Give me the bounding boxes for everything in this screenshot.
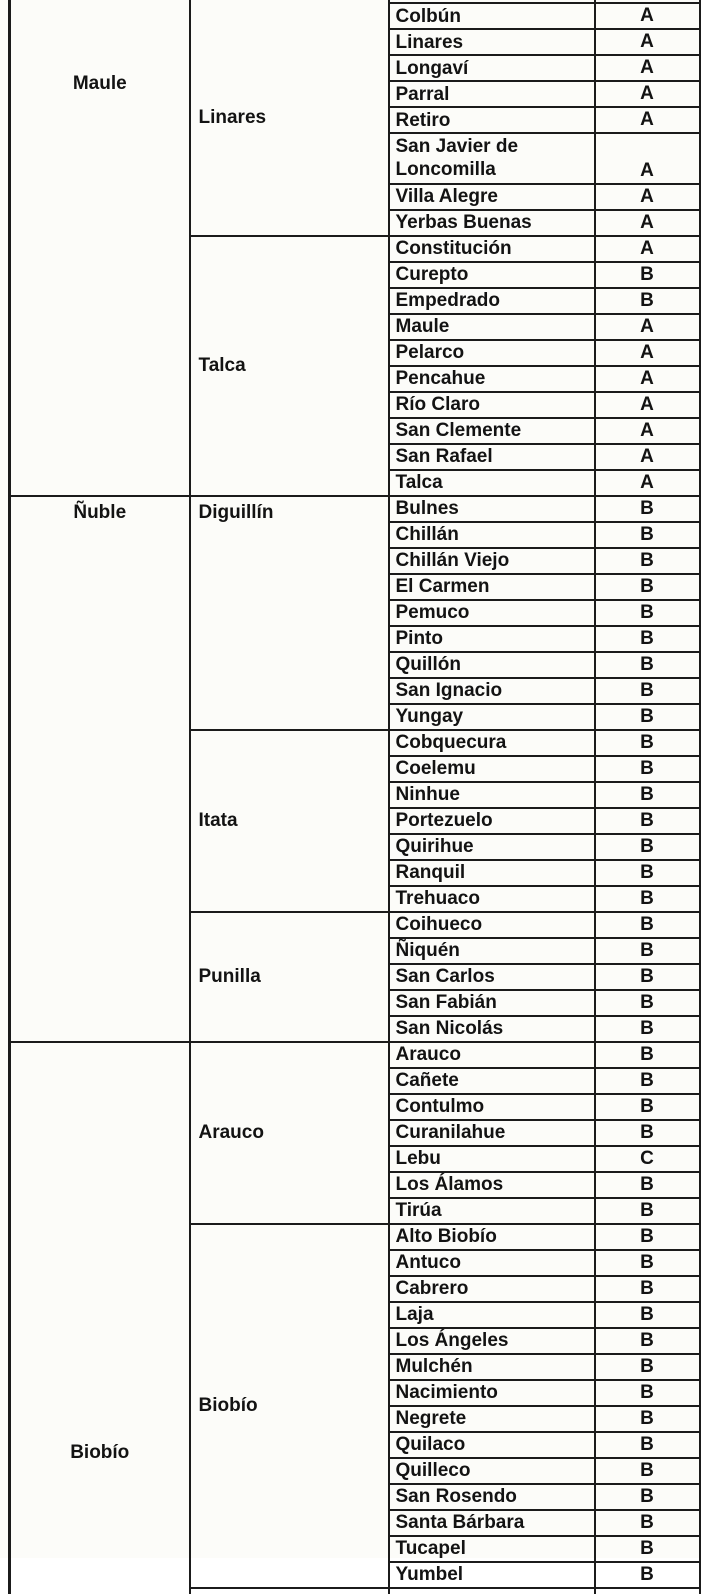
code-cell: B [595, 678, 700, 704]
code-cell: B [595, 990, 700, 1016]
region-cell: Ñuble [10, 496, 190, 1042]
code-cell: B [595, 1510, 700, 1536]
code-cell: A [595, 314, 700, 340]
commune-cell: Santa Bárbara [389, 1510, 595, 1536]
code-cell: B [595, 1276, 700, 1302]
code-cell: B [595, 288, 700, 314]
commune-cell: Coelemu [389, 756, 595, 782]
code-cell: A [595, 366, 700, 392]
code-cell: B [595, 782, 700, 808]
code-cell: B [595, 1198, 700, 1224]
code-cell: B [595, 964, 700, 990]
code-cell: B [595, 756, 700, 782]
province-cell: Itata [190, 730, 389, 912]
table-row [10, 496, 700, 522]
admin-divisions-table [8, 0, 701, 1594]
province-cell: Linares [190, 0, 389, 236]
code-cell: A [595, 470, 700, 496]
province-cell: Talca [190, 236, 389, 496]
code-cell: B [595, 860, 700, 886]
commune-cell: Portezuelo [389, 808, 595, 834]
code-cell: A [595, 29, 700, 55]
commune-cell: Mulchén [389, 1354, 595, 1380]
commune-cell: Trehuaco [389, 886, 595, 912]
commune-cell: San Javier de Loncomilla [389, 133, 595, 184]
commune-cell: Parral [389, 81, 595, 107]
admin-table-body [10, 0, 700, 1594]
commune-cell: Curanilahue [389, 1120, 595, 1146]
commune-cell: San Ignacio [389, 678, 595, 704]
commune-cell: El Carmen [389, 574, 595, 600]
code-cell: A [595, 236, 700, 262]
code-cell: A [595, 444, 700, 470]
code-cell: B [595, 886, 700, 912]
commune-cell: Quillón [389, 652, 595, 678]
code-cell: B [595, 1484, 700, 1510]
code-cell: B [595, 522, 700, 548]
commune-cell: Longaví [389, 55, 595, 81]
code-cell: B [595, 1302, 700, 1328]
commune-cell: Talca [389, 470, 595, 496]
commune-cell: Constitución [389, 236, 595, 262]
commune-cell: Yungay [389, 704, 595, 730]
code-cell: B [595, 574, 700, 600]
code-cell: B [595, 1562, 700, 1588]
region-cell: Biobío [10, 1042, 190, 1594]
commune-cell: Quirihue [389, 834, 595, 860]
code-cell: A [595, 3, 700, 29]
commune-cell: Maule [389, 314, 595, 340]
code-cell: B [595, 496, 700, 522]
commune-cell: Nacimiento [389, 1380, 595, 1406]
code-cell: B [595, 262, 700, 288]
province-cell: Biobío [190, 1224, 389, 1588]
code-cell-partial [595, 1588, 700, 1594]
commune-cell: Antuco [389, 1250, 595, 1276]
code-cell: A [595, 392, 700, 418]
commune-cell: Cobquecura [389, 730, 595, 756]
commune-cell: Río Claro [389, 392, 595, 418]
commune-cell: Yerbas Buenas [389, 210, 595, 236]
code-cell: B [595, 1354, 700, 1380]
code-cell: A [595, 55, 700, 81]
commune-cell: Pemuco [389, 600, 595, 626]
province-cell-partial [190, 1588, 389, 1594]
code-cell: B [595, 1380, 700, 1406]
code-cell: A [595, 210, 700, 236]
commune-cell: San Carlos [389, 964, 595, 990]
commune-cell: San Nicolás [389, 1016, 595, 1042]
commune-cell: Cañete [389, 1068, 595, 1094]
code-cell: B [595, 652, 700, 678]
commune-cell: Pelarco [389, 340, 595, 366]
code-cell: A [595, 133, 700, 184]
commune-cell: Coihueco [389, 912, 595, 938]
code-cell: B [595, 938, 700, 964]
code-cell: B [595, 1224, 700, 1250]
code-cell: B [595, 1328, 700, 1354]
commune-cell: Tucapel [389, 1536, 595, 1562]
commune-cell: Retiro [389, 107, 595, 133]
commune-cell: Tirúa [389, 1198, 595, 1224]
commune-cell: Alto Biobío [389, 1224, 595, 1250]
code-cell: B [595, 1458, 700, 1484]
commune-cell: Pencahue [389, 366, 595, 392]
code-cell: B [595, 1016, 700, 1042]
commune-cell: Ninhue [389, 782, 595, 808]
code-cell: B [595, 626, 700, 652]
code-cell: B [595, 1042, 700, 1068]
commune-cell: Chillán Viejo [389, 548, 595, 574]
code-cell: A [595, 184, 700, 210]
commune-cell: Los Ángeles [389, 1328, 595, 1354]
commune-cell: Empedrado [389, 288, 595, 314]
code-cell: B [595, 1432, 700, 1458]
commune-cell: Ranquil [389, 860, 595, 886]
commune-cell: Villa Alegre [389, 184, 595, 210]
code-cell: B [595, 730, 700, 756]
code-cell: A [595, 107, 700, 133]
code-cell: B [595, 1250, 700, 1276]
commune-cell: Colbún [389, 3, 595, 29]
code-cell: B [595, 704, 700, 730]
code-cell: B [595, 1120, 700, 1146]
commune-cell: Cabrero [389, 1276, 595, 1302]
commune-cell: Ñiquén [389, 938, 595, 964]
province-cell: Diguillín [190, 496, 389, 730]
province-cell: Arauco [190, 1042, 389, 1224]
region-cell: Maule [10, 0, 190, 496]
code-cell: B [595, 912, 700, 938]
commune-cell: Pinto [389, 626, 595, 652]
commune-cell: Bulnes [389, 496, 595, 522]
code-cell: B [595, 1068, 700, 1094]
commune-cell: Contulmo [389, 1094, 595, 1120]
code-cell: B [595, 834, 700, 860]
commune-cell: Yumbel [389, 1562, 595, 1588]
commune-cell: Los Álamos [389, 1172, 595, 1198]
code-cell: B [595, 1406, 700, 1432]
commune-cell: Curepto [389, 262, 595, 288]
commune-cell: San Rafael [389, 444, 595, 470]
commune-cell: Linares [389, 29, 595, 55]
province-cell: Punilla [190, 912, 389, 1042]
code-cell: A [595, 340, 700, 366]
commune-cell: Quilaco [389, 1432, 595, 1458]
code-cell: B [595, 808, 700, 834]
commune-cell-partial [389, 1588, 595, 1594]
code-cell: A [595, 81, 700, 107]
code-cell: B [595, 1172, 700, 1198]
table-row [10, 1042, 700, 1068]
commune-cell: San Fabián [389, 990, 595, 1016]
code-cell: B [595, 1536, 700, 1562]
commune-cell: Quilleco [389, 1458, 595, 1484]
code-cell: B [595, 1094, 700, 1120]
commune-cell: Lebu [389, 1146, 595, 1172]
commune-cell: Arauco [389, 1042, 595, 1068]
commune-cell: Laja [389, 1302, 595, 1328]
code-cell: A [595, 418, 700, 444]
commune-cell: San Rosendo [389, 1484, 595, 1510]
commune-cell: Chillán [389, 522, 595, 548]
commune-cell: Negrete [389, 1406, 595, 1432]
code-cell: B [595, 600, 700, 626]
code-cell: B [595, 548, 700, 574]
code-cell: C [595, 1146, 700, 1172]
commune-cell: San Clemente [389, 418, 595, 444]
